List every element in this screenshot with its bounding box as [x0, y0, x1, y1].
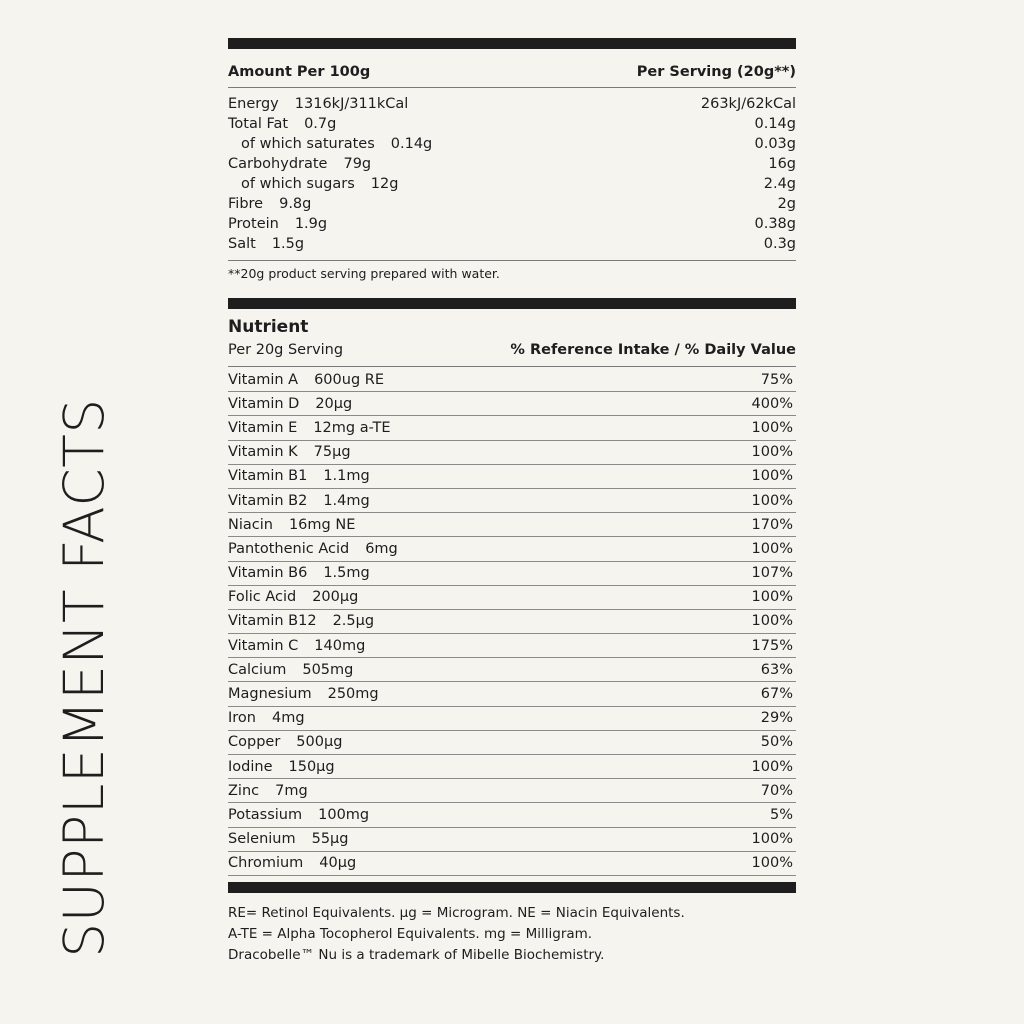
nutrient-percent: 170%	[751, 516, 793, 533]
nutrient-panel	[228, 298, 796, 966]
nutrient-row	[228, 682, 796, 706]
per-100g-value: 9.8g	[279, 196, 312, 212]
nutrition-panel	[228, 38, 796, 281]
nutrition-label: of which sugars	[241, 176, 355, 192]
nutrient-percent: 100%	[751, 613, 793, 630]
nutrient-percent: 100%	[751, 468, 793, 485]
nutrition-label: of which saturates	[241, 136, 375, 152]
nutrient-row	[228, 441, 796, 465]
nutrient-amount: 2.5µg	[332, 613, 375, 630]
nutrient-row	[228, 562, 796, 586]
nutrition-label: Carbohydrate	[228, 156, 328, 172]
per-100g-value: 1316kJ/311kCal	[294, 96, 409, 112]
nutrient-amount: 505mg	[302, 661, 354, 678]
per-serving-value: 0.3g	[763, 236, 796, 252]
footer-line: RE= Retinol Equivalents. µg = Microgram. NE = Niacin Equivalents.	[228, 904, 685, 921]
nutrient-name: Vitamin C	[228, 637, 299, 654]
nutrient-percent: 107%	[751, 565, 793, 582]
nutrient-amount: 20µg	[315, 395, 353, 412]
nutrient-percent: 100%	[751, 831, 793, 848]
nutrition-label: Protein	[228, 216, 279, 232]
per-serving-value: 2g	[777, 196, 796, 212]
nutrient-amount: 200µg	[312, 589, 359, 606]
bottom-thick-bar	[228, 882, 796, 893]
serving-footnote: **20g product serving prepared with water.	[228, 266, 500, 281]
nutrition-divider	[228, 260, 796, 261]
nutrient-row	[228, 416, 796, 440]
nutrient-header-divider	[228, 366, 796, 367]
nutrient-amount: 40µg	[319, 855, 357, 872]
nutrient-amount: 75µg	[313, 444, 351, 461]
nutrient-name: Selenium	[228, 831, 296, 848]
footer-notes	[228, 903, 796, 966]
nutrient-row	[228, 489, 796, 513]
nutrient-percent: 70%	[760, 782, 793, 799]
per-100g-value: 0.7g	[304, 116, 337, 132]
nutrient-amount: 12mg a-TE	[313, 419, 391, 436]
nutrition-label: Salt	[228, 236, 256, 252]
nutrient-percent: 100%	[751, 758, 793, 775]
nutrition-row	[228, 234, 796, 254]
nutrient-amount: 55µg	[311, 831, 349, 848]
nutrient-name: Vitamin A	[228, 371, 299, 388]
nutrition-header	[228, 64, 796, 80]
nutrition-row	[228, 114, 796, 134]
nutrient-percent: 75%	[760, 371, 793, 388]
nutrient-amount: 4mg	[271, 710, 305, 727]
nutrition-row	[228, 154, 796, 174]
nutrient-amount: 150µg	[288, 758, 335, 775]
nutrient-percent: 175%	[751, 637, 793, 654]
nutrient-row	[228, 755, 796, 779]
nutrient-amount: 140mg	[314, 637, 366, 654]
per-100g-value: 1.5g	[271, 236, 305, 252]
per-100g-value: 1.9g	[294, 216, 328, 232]
nutrient-percent: 100%	[751, 855, 793, 872]
nutrient-name: Potassium	[228, 806, 303, 823]
nutrition-row	[228, 174, 796, 194]
nutrient-name: Folic Acid	[228, 589, 297, 606]
nutrient-amount: 1.1mg	[323, 468, 370, 485]
nutrient-amount: 600ug RE	[314, 371, 384, 388]
nutrition-row	[228, 194, 796, 214]
per-serving-header: Per Serving (20g**)	[636, 64, 796, 80]
nutrient-name: Vitamin E	[228, 419, 298, 436]
nutrient-name: Niacin	[228, 516, 273, 533]
nutrition-label: Fibre	[228, 196, 264, 212]
nutrient-name: Iron	[228, 710, 256, 727]
nutrient-percent: 100%	[751, 540, 793, 557]
nutrient-row	[228, 586, 796, 610]
nutrient-row	[228, 852, 796, 876]
nutrient-row	[228, 634, 796, 658]
nutrient-percent: 67%	[760, 686, 793, 703]
nutrient-amount: 1.4mg	[323, 492, 370, 509]
nutrient-name: Vitamin B1	[228, 468, 308, 485]
nutrient-amount: 100mg	[318, 806, 370, 823]
per-serving-value: 0.14g	[754, 116, 796, 132]
nutrition-label: Total Fat	[228, 116, 289, 132]
per-serving-value: 0.03g	[754, 136, 796, 152]
nutrient-row	[228, 368, 796, 392]
nutrient-percent: 50%	[760, 734, 793, 751]
nutrient-header	[228, 342, 796, 358]
nutrient-percent: 400%	[751, 395, 793, 412]
nutrient-row	[228, 610, 796, 634]
nutrient-name: Chromium	[228, 855, 304, 872]
header-divider	[228, 87, 796, 88]
nutrient-name: Vitamin B12	[228, 613, 317, 630]
nutrition-row	[228, 94, 796, 114]
per-100g-value: 12g	[370, 176, 399, 192]
nutrition-rows	[228, 94, 796, 254]
nutrient-row	[228, 707, 796, 731]
nutrient-row	[228, 537, 796, 561]
nutrient-name: Vitamin D	[228, 395, 300, 412]
nutrient-row	[228, 465, 796, 489]
per-serving-value: 0.38g	[754, 216, 796, 232]
amount-per-100g-header: Amount Per 100g	[228, 64, 371, 80]
nutrient-percent: 100%	[751, 419, 793, 436]
nutrition-row	[228, 214, 796, 234]
nutrient-name: Copper	[228, 734, 281, 751]
top-thick-bar	[228, 38, 796, 49]
nutrient-percent: 100%	[751, 589, 793, 606]
nutrient-name: Zinc	[228, 782, 260, 799]
nutrient-amount: 7mg	[275, 782, 308, 799]
footer-line: A-TE = Alpha Tocopherol Equivalents. mg = Milligram.	[228, 925, 593, 942]
per-serving-value: 263kJ/62kCal	[700, 96, 796, 112]
nutrient-row	[228, 731, 796, 755]
nutrient-name: Pantothenic Acid	[228, 540, 350, 557]
nutrient-row	[228, 513, 796, 537]
nutrient-row	[228, 828, 796, 852]
nutrient-percent: 29%	[760, 710, 793, 727]
reference-intake-label: % Reference Intake / % Daily Value	[510, 342, 796, 358]
nutrient-amount: 500µg	[296, 734, 343, 751]
nutrient-row	[228, 392, 796, 416]
nutrient-rows	[228, 368, 796, 876]
nutrition-row	[228, 134, 796, 154]
per-100g-value: 79g	[343, 156, 372, 172]
nutrient-amount: 16mg NE	[288, 516, 356, 533]
nutrient-percent: 100%	[751, 444, 793, 461]
nutrient-name: Vitamin B2	[228, 492, 308, 509]
nutrient-title: Nutrient	[228, 317, 309, 337]
supplement-facts-title: SUPPLEMENT FACTS	[52, 398, 116, 958]
nutrient-row	[228, 779, 796, 803]
nutrient-name: Calcium	[228, 661, 287, 678]
nutrient-amount: 250mg	[327, 686, 379, 703]
nutrient-name: Magnesium	[228, 686, 312, 703]
per-serving-value: 16g	[768, 156, 796, 172]
per-100g-value: 0.14g	[390, 136, 433, 152]
footer-line: Dracobelle™ Nu is a trademark of Mibelle Biochemistry.	[228, 946, 605, 963]
nutrient-percent: 63%	[760, 661, 793, 678]
nutrient-percent: 100%	[751, 492, 793, 509]
nutrient-row	[228, 658, 796, 682]
nutrient-row	[228, 803, 796, 827]
nutrient-percent: 5%	[769, 806, 793, 823]
nutrient-thick-bar	[228, 298, 796, 309]
nutrient-amount: 6mg	[365, 540, 398, 557]
per-serving-label: Per 20g Serving	[228, 342, 344, 358]
per-serving-value: 2.4g	[763, 176, 796, 192]
nutrient-name: Vitamin B6	[228, 565, 308, 582]
nutrient-name: Vitamin K	[228, 444, 298, 461]
nutrition-label: Energy	[228, 96, 279, 112]
nutrient-name: Iodine	[228, 758, 273, 775]
nutrient-amount: 1.5mg	[323, 565, 370, 582]
